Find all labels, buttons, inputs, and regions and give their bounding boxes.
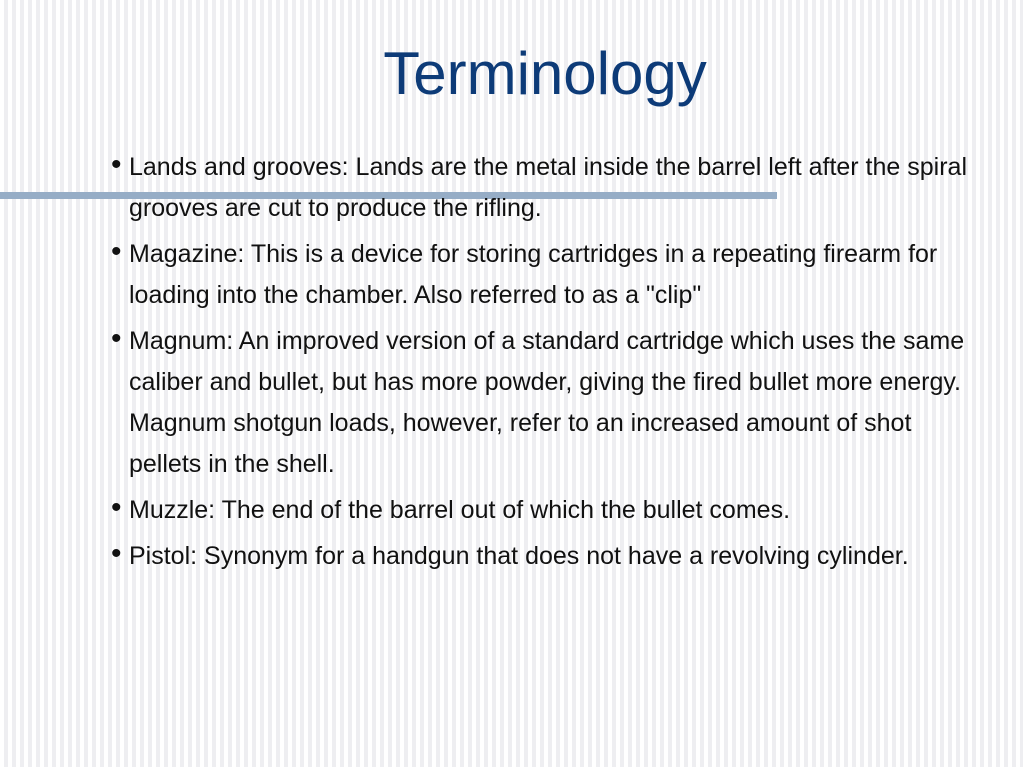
bullet-text: Muzzle: The end of the barrel out of which the bullet comes. <box>129 496 791 524</box>
slide-title: Terminology <box>383 40 707 107</box>
bullet-text: Magnum: An improved version of a standard cartridge which uses the same caliber and bullet, but has more powder, giving the fired bullet more energy. Magnum shotgun loads, however, refer to an increased amount of shot pellets in the shell. <box>129 327 965 478</box>
bullet-icon: • <box>111 537 122 570</box>
bullet-list <box>107 147 987 582</box>
bullet-item-magnum <box>107 321 987 485</box>
bullet-item-magazine <box>107 234 987 316</box>
bullet-item-muzzle <box>107 490 987 531</box>
bullet-text: Lands and grooves: Lands are the metal inside the barrel left after the spiral grooves are cut to produce the rifling. <box>129 153 968 222</box>
bullet-text: Pistol: Synonym for a handgun that does not have a revolving cylinder. <box>129 542 909 570</box>
bullet-icon: • <box>111 148 122 181</box>
bullet-item-pistol <box>107 536 987 577</box>
bullet-icon: • <box>111 322 122 355</box>
bullet-icon: • <box>111 491 122 524</box>
bullet-text: Magazine: This is a device for storing cartridges in a repeating firearm for loading into the chamber. Also referred to as a "clip" <box>129 240 938 309</box>
bullet-icon: • <box>111 235 122 268</box>
bullet-item-lands-and-grooves <box>107 147 987 229</box>
